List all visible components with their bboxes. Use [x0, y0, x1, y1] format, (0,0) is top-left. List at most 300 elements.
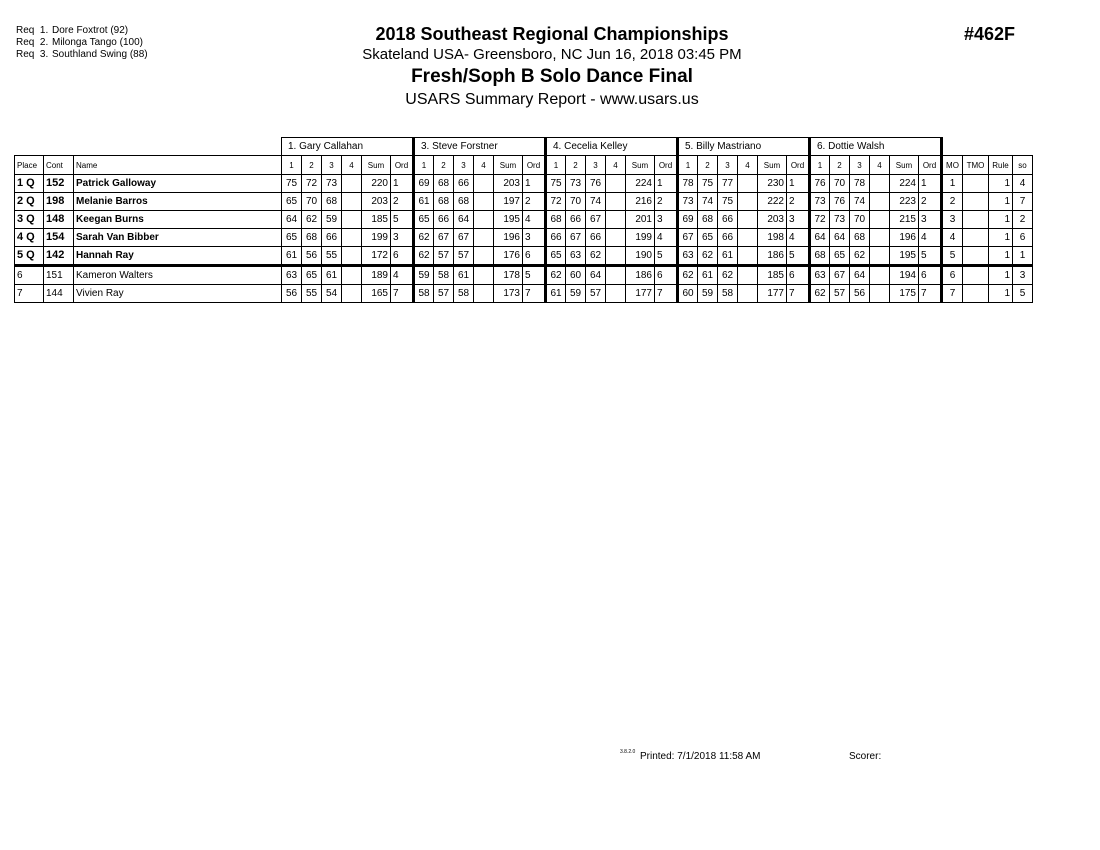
score-cell: 67: [586, 211, 606, 229]
score-cell: 77: [718, 175, 738, 193]
mo-cell: 4: [942, 229, 963, 247]
score-cell: [738, 175, 758, 193]
score-cell: 75: [282, 175, 302, 193]
sum-cell: 185: [758, 266, 787, 285]
ordinal-cell: 1: [919, 175, 942, 193]
score-cell: [606, 193, 626, 211]
score-cell: 68: [810, 247, 830, 266]
sum-cell: 215: [890, 211, 919, 229]
score-cell: 56: [302, 247, 322, 266]
score-cell: 55: [322, 247, 342, 266]
score-cell: [606, 247, 626, 266]
score-cell: [870, 247, 890, 266]
ordinal-cell: 3: [787, 211, 810, 229]
so-cell: 6: [1013, 229, 1033, 247]
score-cell: 61: [322, 266, 342, 285]
score-cell: 61: [454, 266, 474, 285]
sum-cell: 173: [494, 285, 523, 303]
sum-cell: 198: [758, 229, 787, 247]
score-cell: 78: [850, 175, 870, 193]
score-cell: 63: [282, 266, 302, 285]
ordinal-cell: 1: [523, 175, 546, 193]
score-cell: 73: [830, 211, 850, 229]
rule-cell: 1: [989, 266, 1013, 285]
mo-cell: 3: [942, 211, 963, 229]
place-cell: 7: [15, 285, 44, 303]
tmo-cell: [963, 229, 989, 247]
judge-name: 6. Dottie Walsh: [810, 138, 942, 156]
score-cell: 67: [454, 229, 474, 247]
score-cell: 72: [810, 211, 830, 229]
score-cell: 67: [678, 229, 698, 247]
score-cell: 59: [566, 285, 586, 303]
contestant-number: 151: [44, 266, 74, 285]
score-cell: 76: [830, 193, 850, 211]
sum-cell: 178: [494, 266, 523, 285]
score-cell: 74: [586, 193, 606, 211]
score-cell: 61: [282, 247, 302, 266]
sum-cell: 175: [890, 285, 919, 303]
score-cell: 57: [830, 285, 850, 303]
place-cell: 2 Q: [15, 193, 44, 211]
sum-cell: 203: [758, 211, 787, 229]
col-s4: 4: [342, 156, 362, 175]
score-cell: 63: [678, 247, 698, 266]
requirement-item: Req 2. Milonga Tango (100): [16, 37, 143, 48]
score-cell: 69: [678, 211, 698, 229]
col-ord: Ord: [655, 156, 678, 175]
ordinal-cell: 6: [523, 247, 546, 266]
tmo-cell: [963, 175, 989, 193]
col-s3: 3: [454, 156, 474, 175]
col-s3: 3: [850, 156, 870, 175]
col-mo: MO: [942, 156, 963, 175]
score-cell: 74: [850, 193, 870, 211]
sum-cell: 222: [758, 193, 787, 211]
score-cell: 65: [414, 211, 434, 229]
score-cell: 72: [302, 175, 322, 193]
score-cell: 58: [414, 285, 434, 303]
score-cell: [606, 285, 626, 303]
ordinal-cell: 1: [655, 175, 678, 193]
score-cell: 70: [566, 193, 586, 211]
col-sum: Sum: [362, 156, 391, 175]
ordinal-cell: 6: [919, 266, 942, 285]
score-cell: 70: [830, 175, 850, 193]
sum-cell: 199: [362, 229, 391, 247]
score-cell: 64: [282, 211, 302, 229]
ordinal-cell: 4: [391, 266, 414, 285]
score-cell: [474, 285, 494, 303]
ordinal-cell: 5: [787, 247, 810, 266]
col-s2: 2: [698, 156, 718, 175]
table-row: [15, 285, 1033, 303]
score-cell: 67: [434, 229, 454, 247]
col-s3: 3: [322, 156, 342, 175]
col-s3: 3: [718, 156, 738, 175]
score-cell: [342, 211, 362, 229]
contestant-number: 154: [44, 229, 74, 247]
sum-cell: 196: [890, 229, 919, 247]
score-cell: 72: [546, 193, 566, 211]
venue-date: Skateland USA- Greensboro, NC Jun 16, 2018 03:45 PM: [362, 46, 742, 63]
score-cell: 64: [830, 229, 850, 247]
ordinal-cell: 2: [655, 193, 678, 211]
table-row: [15, 175, 1033, 193]
place-cell: 4 Q: [15, 229, 44, 247]
sum-cell: 203: [494, 175, 523, 193]
score-cell: 66: [434, 211, 454, 229]
rule-cell: 1: [989, 193, 1013, 211]
mo-cell: 7: [942, 285, 963, 303]
ordinal-cell: 2: [391, 193, 414, 211]
judge-header-row: [15, 138, 1033, 156]
so-cell: 4: [1013, 175, 1033, 193]
score-cell: [870, 211, 890, 229]
score-cell: 73: [322, 175, 342, 193]
sum-cell: 177: [758, 285, 787, 303]
score-cell: 64: [586, 266, 606, 285]
score-cell: 61: [546, 285, 566, 303]
skater-name: Keegan Burns: [74, 211, 282, 229]
col-s3: 3: [586, 156, 606, 175]
sum-cell: 220: [362, 175, 391, 193]
score-cell: 68: [454, 193, 474, 211]
score-cell: [606, 211, 626, 229]
score-cell: 62: [586, 247, 606, 266]
score-cell: [606, 266, 626, 285]
col-s1: 1: [678, 156, 698, 175]
sum-cell: 177: [626, 285, 655, 303]
judge-name: 5. Billy Mastriano: [678, 138, 810, 156]
skater-name: Patrick Galloway: [74, 175, 282, 193]
table-row: [15, 211, 1033, 229]
requirement-item: Req 1. Dore Foxtrot (92): [16, 25, 129, 36]
sum-cell: 216: [626, 193, 655, 211]
ordinal-cell: 2: [787, 193, 810, 211]
col-s2: 2: [434, 156, 454, 175]
score-cell: 62: [698, 247, 718, 266]
col-s4: 4: [870, 156, 890, 175]
score-cell: [738, 247, 758, 266]
ordinal-cell: 5: [655, 247, 678, 266]
score-cell: 56: [850, 285, 870, 303]
col-ord: Ord: [919, 156, 942, 175]
score-cell: 68: [322, 193, 342, 211]
sum-cell: 203: [362, 193, 391, 211]
ordinal-cell: 6: [391, 247, 414, 266]
score-cell: [870, 193, 890, 211]
col-rule: Rule: [989, 156, 1013, 175]
ordinal-cell: 2: [919, 193, 942, 211]
score-cell: [738, 285, 758, 303]
printed-timestamp: Printed: 7/1/2018 11:58 AM: [640, 751, 761, 762]
contestant-number: 152: [44, 175, 74, 193]
score-cell: [870, 229, 890, 247]
score-cell: 54: [322, 285, 342, 303]
col-s2: 2: [302, 156, 322, 175]
score-cell: 67: [566, 229, 586, 247]
ordinal-cell: 7: [391, 285, 414, 303]
mo-cell: 1: [942, 175, 963, 193]
ordinal-cell: 3: [655, 211, 678, 229]
sum-cell: 196: [494, 229, 523, 247]
software-version: 3.8.2.0: [620, 749, 636, 755]
score-cell: 66: [566, 211, 586, 229]
ordinal-cell: 7: [787, 285, 810, 303]
rule-cell: 1: [989, 229, 1013, 247]
score-cell: 76: [810, 175, 830, 193]
place-cell: 6: [15, 266, 44, 285]
sum-cell: 194: [890, 266, 919, 285]
score-cell: 73: [566, 175, 586, 193]
score-cell: 58: [718, 285, 738, 303]
score-cell: 67: [830, 266, 850, 285]
col-sum: Sum: [890, 156, 919, 175]
event-title: Fresh/Soph B Solo Dance Final: [411, 66, 693, 87]
contestant-number: 144: [44, 285, 74, 303]
ordinal-cell: 2: [523, 193, 546, 211]
score-cell: 62: [414, 247, 434, 266]
score-cell: 55: [302, 285, 322, 303]
score-cell: [474, 247, 494, 266]
col-sum: Sum: [758, 156, 787, 175]
score-cell: 75: [546, 175, 566, 193]
score-cell: 74: [698, 193, 718, 211]
judge-name: 1. Gary Callahan: [282, 138, 414, 156]
tmo-cell: [963, 247, 989, 266]
so-cell: 3: [1013, 266, 1033, 285]
col-name: Name: [74, 156, 282, 175]
score-cell: 76: [586, 175, 606, 193]
score-cell: 66: [718, 211, 738, 229]
sum-cell: 176: [494, 247, 523, 266]
score-cell: 66: [586, 229, 606, 247]
skater-name: Hannah Ray: [74, 247, 282, 266]
score-cell: [738, 193, 758, 211]
ordinal-cell: 1: [391, 175, 414, 193]
col-s1: 1: [282, 156, 302, 175]
score-cell: 57: [434, 285, 454, 303]
sum-cell: 172: [362, 247, 391, 266]
score-cell: 70: [302, 193, 322, 211]
ordinal-cell: 3: [391, 229, 414, 247]
rule-cell: 1: [989, 211, 1013, 229]
competition-title: 2018 Southeast Regional Championships: [375, 24, 729, 44]
sum-cell: 223: [890, 193, 919, 211]
ordinal-cell: 6: [787, 266, 810, 285]
col-s2: 2: [830, 156, 850, 175]
col-s4: 4: [474, 156, 494, 175]
score-cell: 68: [434, 193, 454, 211]
requirements-list: [16, 25, 148, 61]
score-cell: 78: [678, 175, 698, 193]
score-cell: 58: [454, 285, 474, 303]
score-cell: 70: [850, 211, 870, 229]
judge-name: 4. Cecelia Kelley: [546, 138, 678, 156]
score-cell: 68: [546, 211, 566, 229]
score-cell: [870, 175, 890, 193]
rule-cell: 1: [989, 247, 1013, 266]
score-cell: [738, 229, 758, 247]
sum-cell: 195: [494, 211, 523, 229]
skater-name: Sarah Van Bibber: [74, 229, 282, 247]
score-cell: [474, 211, 494, 229]
skater-name: Melanie Barros: [74, 193, 282, 211]
score-cell: 66: [546, 229, 566, 247]
col-ord: Ord: [787, 156, 810, 175]
mo-cell: 5: [942, 247, 963, 266]
col-sum: Sum: [494, 156, 523, 175]
judge-header-spacer: [15, 138, 282, 156]
score-cell: [870, 285, 890, 303]
score-cell: [738, 266, 758, 285]
score-cell: [474, 175, 494, 193]
sum-cell: 224: [890, 175, 919, 193]
score-cell: 65: [830, 247, 850, 266]
score-cell: 62: [302, 211, 322, 229]
mo-cell: 2: [942, 193, 963, 211]
event-number: #462F: [964, 24, 1016, 44]
score-cell: [474, 266, 494, 285]
place-cell: 1 Q: [15, 175, 44, 193]
rule-cell: 1: [989, 175, 1013, 193]
tmo-cell: [963, 193, 989, 211]
score-cell: 58: [434, 266, 454, 285]
col-s4: 4: [738, 156, 758, 175]
ordinal-cell: 5: [391, 211, 414, 229]
score-cell: 75: [718, 193, 738, 211]
score-cell: 61: [414, 193, 434, 211]
score-cell: 62: [546, 266, 566, 285]
score-cell: 73: [678, 193, 698, 211]
score-cell: 60: [566, 266, 586, 285]
tmo-cell: [963, 285, 989, 303]
so-cell: 2: [1013, 211, 1033, 229]
score-cell: [738, 211, 758, 229]
contestant-number: 142: [44, 247, 74, 266]
sum-cell: 199: [626, 229, 655, 247]
score-cell: 57: [434, 247, 454, 266]
score-cell: 64: [810, 229, 830, 247]
scorer-label: Scorer:: [849, 751, 882, 762]
score-cell: [870, 266, 890, 285]
score-cell: [474, 193, 494, 211]
table-row: [15, 229, 1033, 247]
score-cell: 65: [546, 247, 566, 266]
requirement-item: Req 3. Southland Swing (88): [16, 49, 148, 60]
score-cell: 62: [718, 266, 738, 285]
score-cell: 65: [282, 193, 302, 211]
place-cell: 3 Q: [15, 211, 44, 229]
sum-cell: 189: [362, 266, 391, 285]
sum-cell: 201: [626, 211, 655, 229]
ordinal-cell: 4: [919, 229, 942, 247]
score-cell: [342, 193, 362, 211]
col-place: Place: [15, 156, 44, 175]
score-cell: 66: [322, 229, 342, 247]
ordinal-cell: 4: [655, 229, 678, 247]
score-cell: 66: [454, 175, 474, 193]
col-s4: 4: [606, 156, 626, 175]
score-cell: 63: [566, 247, 586, 266]
score-cell: 64: [454, 211, 474, 229]
results-table: [14, 137, 1033, 303]
skater-name: Vivien Ray: [74, 285, 282, 303]
score-cell: 60: [678, 285, 698, 303]
contestant-number: 198: [44, 193, 74, 211]
score-cell: 68: [698, 211, 718, 229]
rule-cell: 1: [989, 285, 1013, 303]
score-cell: 65: [302, 266, 322, 285]
score-cell: [606, 229, 626, 247]
ordinal-cell: 5: [523, 266, 546, 285]
score-cell: [342, 229, 362, 247]
col-s1: 1: [810, 156, 830, 175]
sum-cell: 230: [758, 175, 787, 193]
score-cell: [342, 266, 362, 285]
score-cell: 62: [810, 285, 830, 303]
ordinal-cell: 4: [523, 211, 546, 229]
col-tmo: TMO: [963, 156, 989, 175]
judge-name: 3. Steve Forstner: [414, 138, 546, 156]
score-cell: 62: [850, 247, 870, 266]
score-cell: 57: [454, 247, 474, 266]
score-cell: 68: [302, 229, 322, 247]
col-ord: Ord: [523, 156, 546, 175]
score-cell: 65: [698, 229, 718, 247]
score-cell: 75: [698, 175, 718, 193]
so-cell: 1: [1013, 247, 1033, 266]
score-cell: 56: [282, 285, 302, 303]
score-cell: 62: [414, 229, 434, 247]
ordinal-cell: 6: [655, 266, 678, 285]
col-s1: 1: [546, 156, 566, 175]
ordinal-cell: 7: [523, 285, 546, 303]
sum-cell: 195: [890, 247, 919, 266]
contestant-number: 148: [44, 211, 74, 229]
col-s1: 1: [414, 156, 434, 175]
sum-cell: 190: [626, 247, 655, 266]
so-cell: 5: [1013, 285, 1033, 303]
score-cell: 59: [698, 285, 718, 303]
score-cell: [474, 229, 494, 247]
mo-cell: 6: [942, 266, 963, 285]
score-cell: 63: [810, 266, 830, 285]
sum-cell: 224: [626, 175, 655, 193]
sum-cell: 197: [494, 193, 523, 211]
score-cell: [342, 285, 362, 303]
place-cell: 5 Q: [15, 247, 44, 266]
skater-name: Kameron Walters: [74, 266, 282, 285]
column-header-row: [15, 156, 1033, 175]
col-so: so: [1013, 156, 1033, 175]
ordinal-cell: 7: [655, 285, 678, 303]
ordinal-cell: 7: [919, 285, 942, 303]
col-s2: 2: [566, 156, 586, 175]
so-cell: 7: [1013, 193, 1033, 211]
sum-cell: 186: [626, 266, 655, 285]
score-cell: [606, 175, 626, 193]
sum-cell: 185: [362, 211, 391, 229]
ordinal-cell: 1: [787, 175, 810, 193]
score-cell: 59: [322, 211, 342, 229]
score-cell: [342, 247, 362, 266]
score-cell: 66: [718, 229, 738, 247]
ordinal-cell: 4: [787, 229, 810, 247]
table-row: [15, 247, 1033, 266]
col-sum: Sum: [626, 156, 655, 175]
